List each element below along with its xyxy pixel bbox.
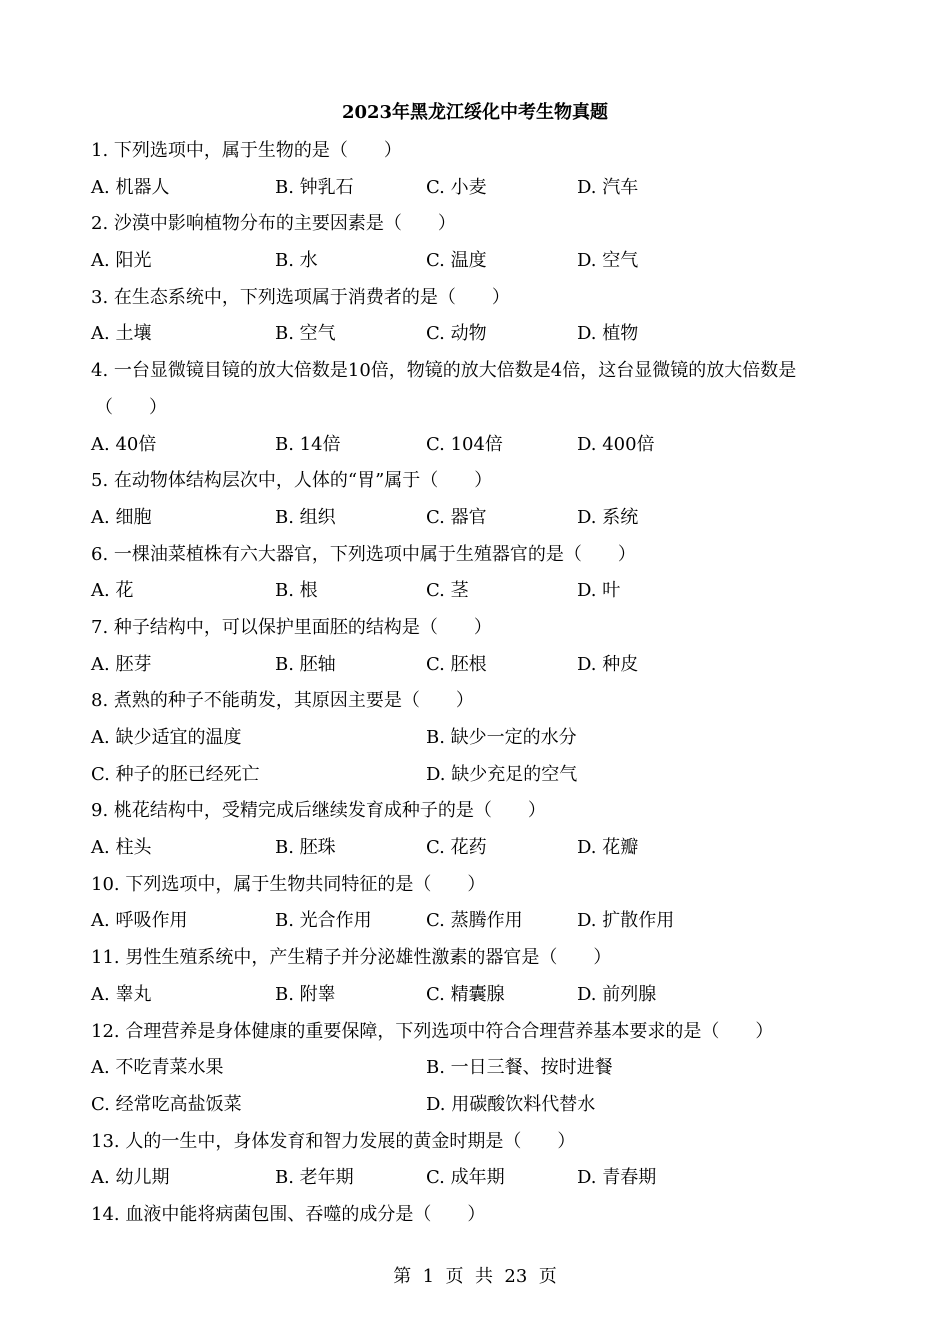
options-row [91,830,861,867]
option-a: A. 胚芽 [91,653,152,675]
option-b: B. 胚珠 [275,837,336,859]
options-row [91,647,861,684]
options-row [91,170,861,207]
option-b: B. 根 [275,580,318,602]
option-d: D. 青春期 [577,1167,657,1189]
document-title: 2023年黑龙江绥化中考生物真题 [341,102,609,123]
options-row [91,573,861,610]
option-c: C. 精囊腺 [426,983,505,1005]
option-d: D. 前列腺 [577,983,657,1005]
question-stem: 6. 一棵油菜植株有六大器官，下列选项中属于生殖器官的是（ ） [91,543,636,565]
question-stem: 11. 男性生殖系统中，产生精子并分泌雄性激素的器官是（ ） [91,947,612,969]
option-c: C. 种子的胚已经死亡 [91,763,260,785]
option-d: D. 植物 [577,323,639,345]
option-d: D. 空气 [577,250,639,272]
option-c: C. 器官 [426,506,487,528]
options-row [91,1050,861,1087]
question-stem: 7. 种子结构中，可以保护里面胚的结构是（ ） [91,616,492,638]
option-b: B. 附睾 [275,983,336,1005]
options-row [91,720,861,757]
option-b: B. 一日三餐、按时进餐 [426,1057,613,1079]
option-d: D. 种皮 [577,653,639,675]
option-d: D. 用碳酸饮料代替水 [426,1093,596,1115]
option-a: A. 花 [91,580,134,602]
option-c: C. 成年期 [426,1167,505,1189]
question-stem: 14. 血液中能将病菌包围、吞噬的成分是（ ） [91,1203,486,1225]
question-stem: 10. 下列选项中，属于生物共同特征的是（ ） [91,873,486,895]
option-a: A. 土壤 [91,323,152,345]
option-a: A. 柱头 [91,837,152,859]
options-row [91,316,861,353]
option-a: A. 幼儿期 [91,1167,170,1189]
question-stem: 4. 一台显微镜目镜的放大倍数是10倍，物镜的放大倍数是4倍，这台显微镜的放大倍数是 [91,360,797,382]
question-stem: 13. 人的一生中，身体发育和智力发展的黄金时期是（ ） [91,1130,576,1152]
option-d: D. 花瓣 [577,837,639,859]
question-stem: 3. 在生态系统中，下列选项属于消费者的是（ ） [91,286,510,308]
option-c: C. 蒸腾作用 [426,910,523,932]
option-b: B. 组织 [275,506,336,528]
option-b: B. 光合作用 [275,910,372,932]
option-c: C. 动物 [426,323,487,345]
option-c: C. 小麦 [426,176,487,198]
option-c: C. 花药 [426,837,487,859]
option-d: D. 汽车 [577,176,639,198]
option-b: B. 14倍 [275,433,341,455]
option-b: B. 水 [275,250,318,272]
option-a: A. 呼吸作用 [91,910,188,932]
option-a: A. 40倍 [91,433,157,455]
option-a: A. 阳光 [91,250,152,272]
option-c: C. 胚根 [426,653,487,675]
question-stem: 1. 下列选项中，属于生物的是（ ） [91,140,402,161]
question-stem: 2. 沙漠中影响植物分布的主要因素是（ ） [91,213,456,235]
options-row [91,903,861,940]
option-d: D. 系统 [577,506,639,528]
option-c: C. 茎 [426,580,469,602]
options-row [91,977,861,1014]
question-stem: 8. 煮熟的种子不能萌发，其原因主要是（ ） [91,690,474,712]
options-row [91,427,861,464]
options-row [91,757,861,794]
option-b: B. 钟乳石 [275,176,354,198]
options-row [91,1087,861,1124]
options-row [91,500,861,537]
option-a: A. 细胞 [91,506,152,528]
option-a: A. 睾丸 [91,983,152,1005]
option-a: A. 缺少适宜的温度 [91,727,242,748]
question-list [91,133,861,1234]
option-b: B. 老年期 [275,1167,354,1189]
option-c: C. 104倍 [426,433,503,455]
option-c: C. 温度 [426,250,487,272]
question-stem-continued: （ ） [95,396,167,418]
question-stem: 5. 在动物体结构层次中，人体的“胃”属于（ ） [91,470,493,492]
option-b: B. 空气 [275,323,336,345]
options-row [91,243,861,280]
option-d: D. 扩散作用 [577,910,675,932]
page-footer: 第 1 页 共 23 页 [393,1266,557,1287]
question-stem: 9. 桃花结构中，受精完成后继续发育成种子的是（ ） [91,800,546,822]
option-b: B. 胚轴 [275,653,336,675]
option-c: C. 经常吃高盐饭菜 [91,1093,242,1115]
options-row [91,1160,861,1197]
option-a: A. 机器人 [91,176,170,198]
option-d: D. 叶 [577,580,621,602]
question-stem: 12. 合理营养是身体健康的重要保障，下列选项中符合合理营养基本要求的是（ ） [91,1020,774,1042]
option-d: D. 缺少充足的空气 [426,763,578,785]
option-a: A. 不吃青菜水果 [91,1057,224,1079]
option-b: B. 缺少一定的水分 [426,727,577,748]
option-d: D. 400倍 [577,433,655,455]
